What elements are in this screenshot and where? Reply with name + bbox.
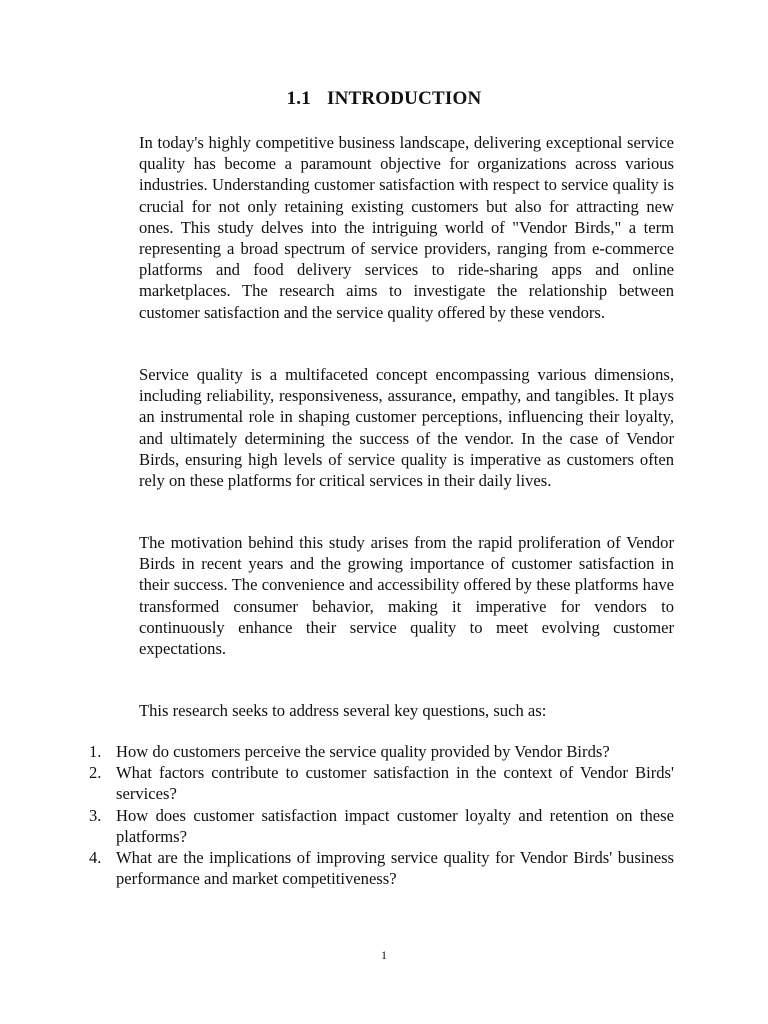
- list-item-number: 2.: [89, 763, 102, 783]
- list-item: [89, 741, 674, 762]
- list-item-number: 3.: [89, 805, 102, 825]
- section-title: INTRODUCTION: [326, 88, 482, 109]
- section-heading: [0, 86, 768, 112]
- list-item: [89, 762, 674, 804]
- list-item: [89, 805, 674, 847]
- list-item-number: 4.: [89, 848, 102, 868]
- paragraph-research-questions-lead: This research seeks to address several key questions, such as:: [139, 701, 547, 720]
- list-item-number: 1.: [89, 742, 102, 761]
- section-number: 1.1: [286, 88, 311, 109]
- paragraph-intro: In today's highly competitive business landscape, delivering exceptional service quality has become a paramount objective for organizations across various industries. Understanding customer satisfaction with respect to service quality is crucial for not only retaining existing customers but also for attracting new ones. This study delves into the intriguing world of "Vendor Birds," a term representing a broad spectrum of service providers, ranging from e-commerce platforms and food delivery services to ride-sharing apps and online marketplaces. The research aims to investigate the relationship between customer satisfaction and the service quality offered by these vendors.: [139, 133, 674, 322]
- list-item-text: How does customer satisfaction impact customer loyalty and retention on these platforms?: [116, 805, 674, 846]
- page-number: 1: [381, 948, 387, 962]
- list-item-text: How do customers perceive the service quality provided by Vendor Birds?: [116, 742, 610, 761]
- paragraph-service-quality: Service quality is a multifaceted concept encompassing various dimensions, including reliability, responsiveness, assurance, empathy, and tangibles. It plays an instrumental role in shaping customer perceptions, influencing their loyalty, and ultimately determining the success of the vendor. In the case of Vendor Birds, ensuring high levels of service quality is imperative as customers often rely on these platforms for critical services in their daily lives.: [139, 365, 674, 491]
- list-item: [89, 847, 674, 889]
- paragraph-motivation: The motivation behind this study arises from the rapid proliferation of Vendor Birds in recent years and the growing importance of customer satisfaction in their success. The convenience and accessibility offered by these platforms have transformed consumer behavior, making it imperative for vendors to continuously enhance their service quality to meet evolving customer expectations.: [139, 533, 674, 659]
- list-item-text: What are the implications of improving service quality for Vendor Birds' business performance and market competitiveness?: [116, 848, 674, 889]
- research-questions-list: [89, 741, 674, 889]
- list-item-text: What factors contribute to customer satisfaction in the context of Vendor Birds' services?: [116, 763, 674, 804]
